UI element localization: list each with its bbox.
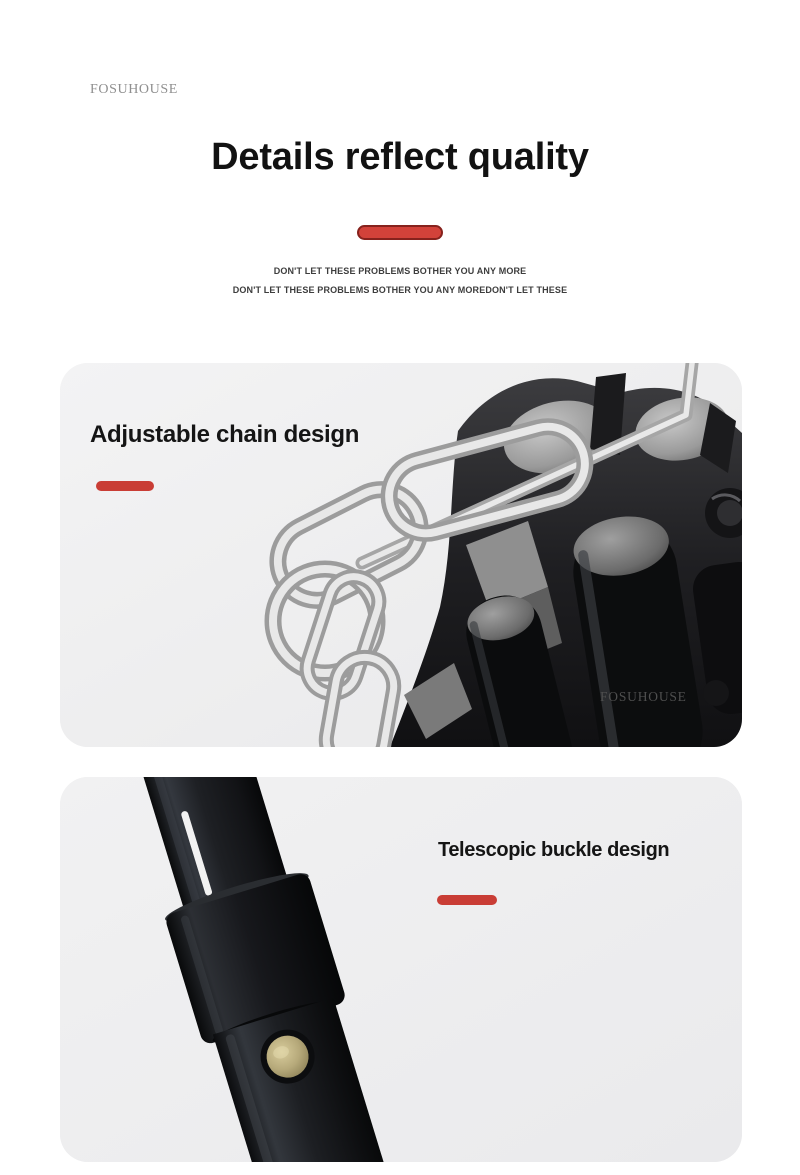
feature-card-buckle [60,777,742,1162]
subtitle-line-2: DON'T LET THESE PROBLEMS BOTHER YOU ANY MOREDON'T LET THESE [232,285,568,295]
feature-card-chain [60,363,742,747]
subtitle-line-1: DON'T LET THESE PROBLEMS BOTHER YOU ANY MORE [273,266,527,276]
feature-divider-pill [437,895,497,905]
photo-watermark: FOSUHOUSE [600,689,687,704]
telescopic-pole-photo [60,777,742,1162]
small-screw [703,680,729,706]
feature-title-chain: Adjustable chain design [90,421,360,448]
feature-title-buckle: Telescopic buckle design [438,839,670,861]
feature-divider-pill [96,481,154,491]
brand-logo: FOSUHOUSE [90,82,178,97]
title-divider-pill [357,225,443,240]
page-title: Details reflect quality [211,136,589,178]
